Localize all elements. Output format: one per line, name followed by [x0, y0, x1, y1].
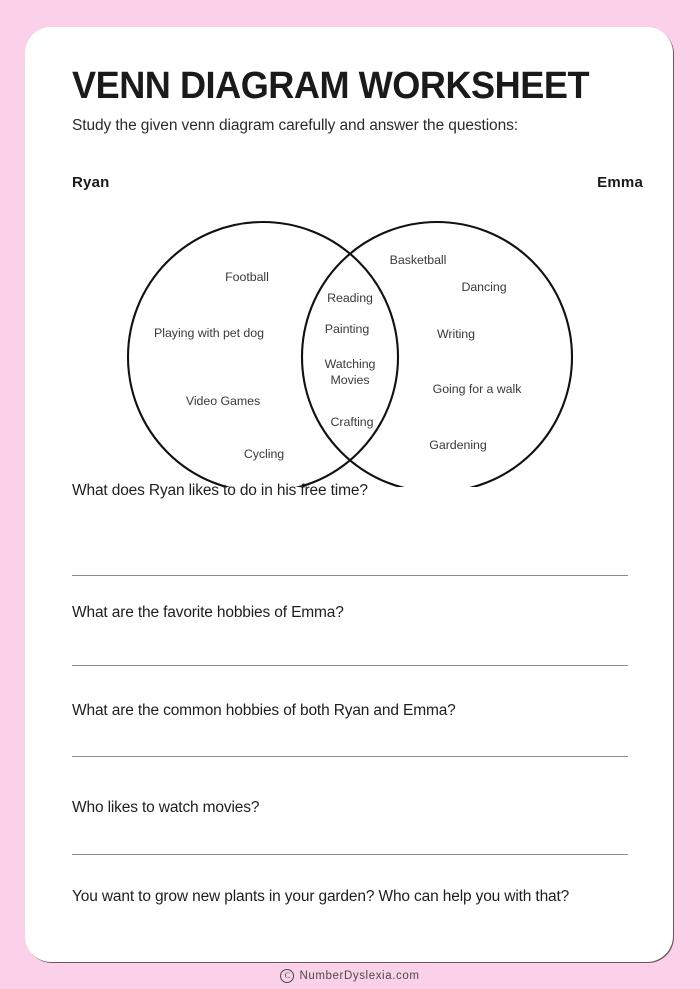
answer-line-1[interactable] — [72, 575, 628, 576]
venn-item-right-1: Dancing — [461, 280, 507, 294]
page-title: VENN DIAGRAM WORKSHEET — [72, 65, 590, 107]
question-4-text: Who likes to watch movies? — [72, 799, 260, 816]
question-3-text: What are the common hobbies of both Ryan and Emma? — [72, 702, 456, 719]
venn-item-left-3: Cycling — [243, 447, 285, 461]
copyright-icon: C — [280, 969, 294, 983]
venn-label-ryan: Ryan — [72, 174, 110, 191]
venn-diagram — [25, 167, 673, 487]
venn-item-left-0: Football — [225, 270, 269, 284]
question-2-text: What are the favorite hobbies of Emma? — [72, 604, 344, 621]
answer-line-3[interactable] — [72, 756, 628, 757]
question-1-text: What does Ryan likes to do in his free time? — [72, 482, 368, 499]
question-2 — [72, 601, 628, 624]
question-3 — [72, 699, 628, 722]
venn-item-right-3: Going for a walk — [432, 382, 522, 396]
venn-item-both-1: Painting — [324, 322, 370, 336]
question-5-text: You want to grow new plants in your garden? Who can help you with that? — [72, 888, 570, 905]
question-1 — [72, 479, 628, 502]
answer-line-4[interactable] — [72, 854, 628, 855]
worksheet-card — [25, 27, 673, 962]
venn-item-right-0: Basketball — [389, 253, 447, 267]
venn-item-both-2: Watching Movies — [324, 357, 376, 387]
venn-item-left-2: Video Games — [185, 394, 261, 408]
question-4 — [72, 796, 628, 819]
page-subtitle: Study the given venn diagram carefully and answer the questions: — [72, 117, 518, 134]
venn-item-right-2: Writing — [437, 327, 475, 341]
venn-item-both-3: Crafting — [330, 415, 374, 429]
question-5 — [72, 885, 628, 908]
footer — [0, 962, 700, 989]
venn-item-both-0: Reading — [327, 291, 373, 305]
venn-label-emma: Emma — [597, 174, 643, 191]
venn-item-left-1: Playing with pet dog — [154, 326, 264, 340]
footer-site-name: NumberDyslexia.com — [299, 969, 420, 982]
worksheet-content — [25, 27, 673, 962]
venn-item-right-4: Gardening — [429, 438, 487, 452]
answer-line-2[interactable] — [72, 665, 628, 666]
